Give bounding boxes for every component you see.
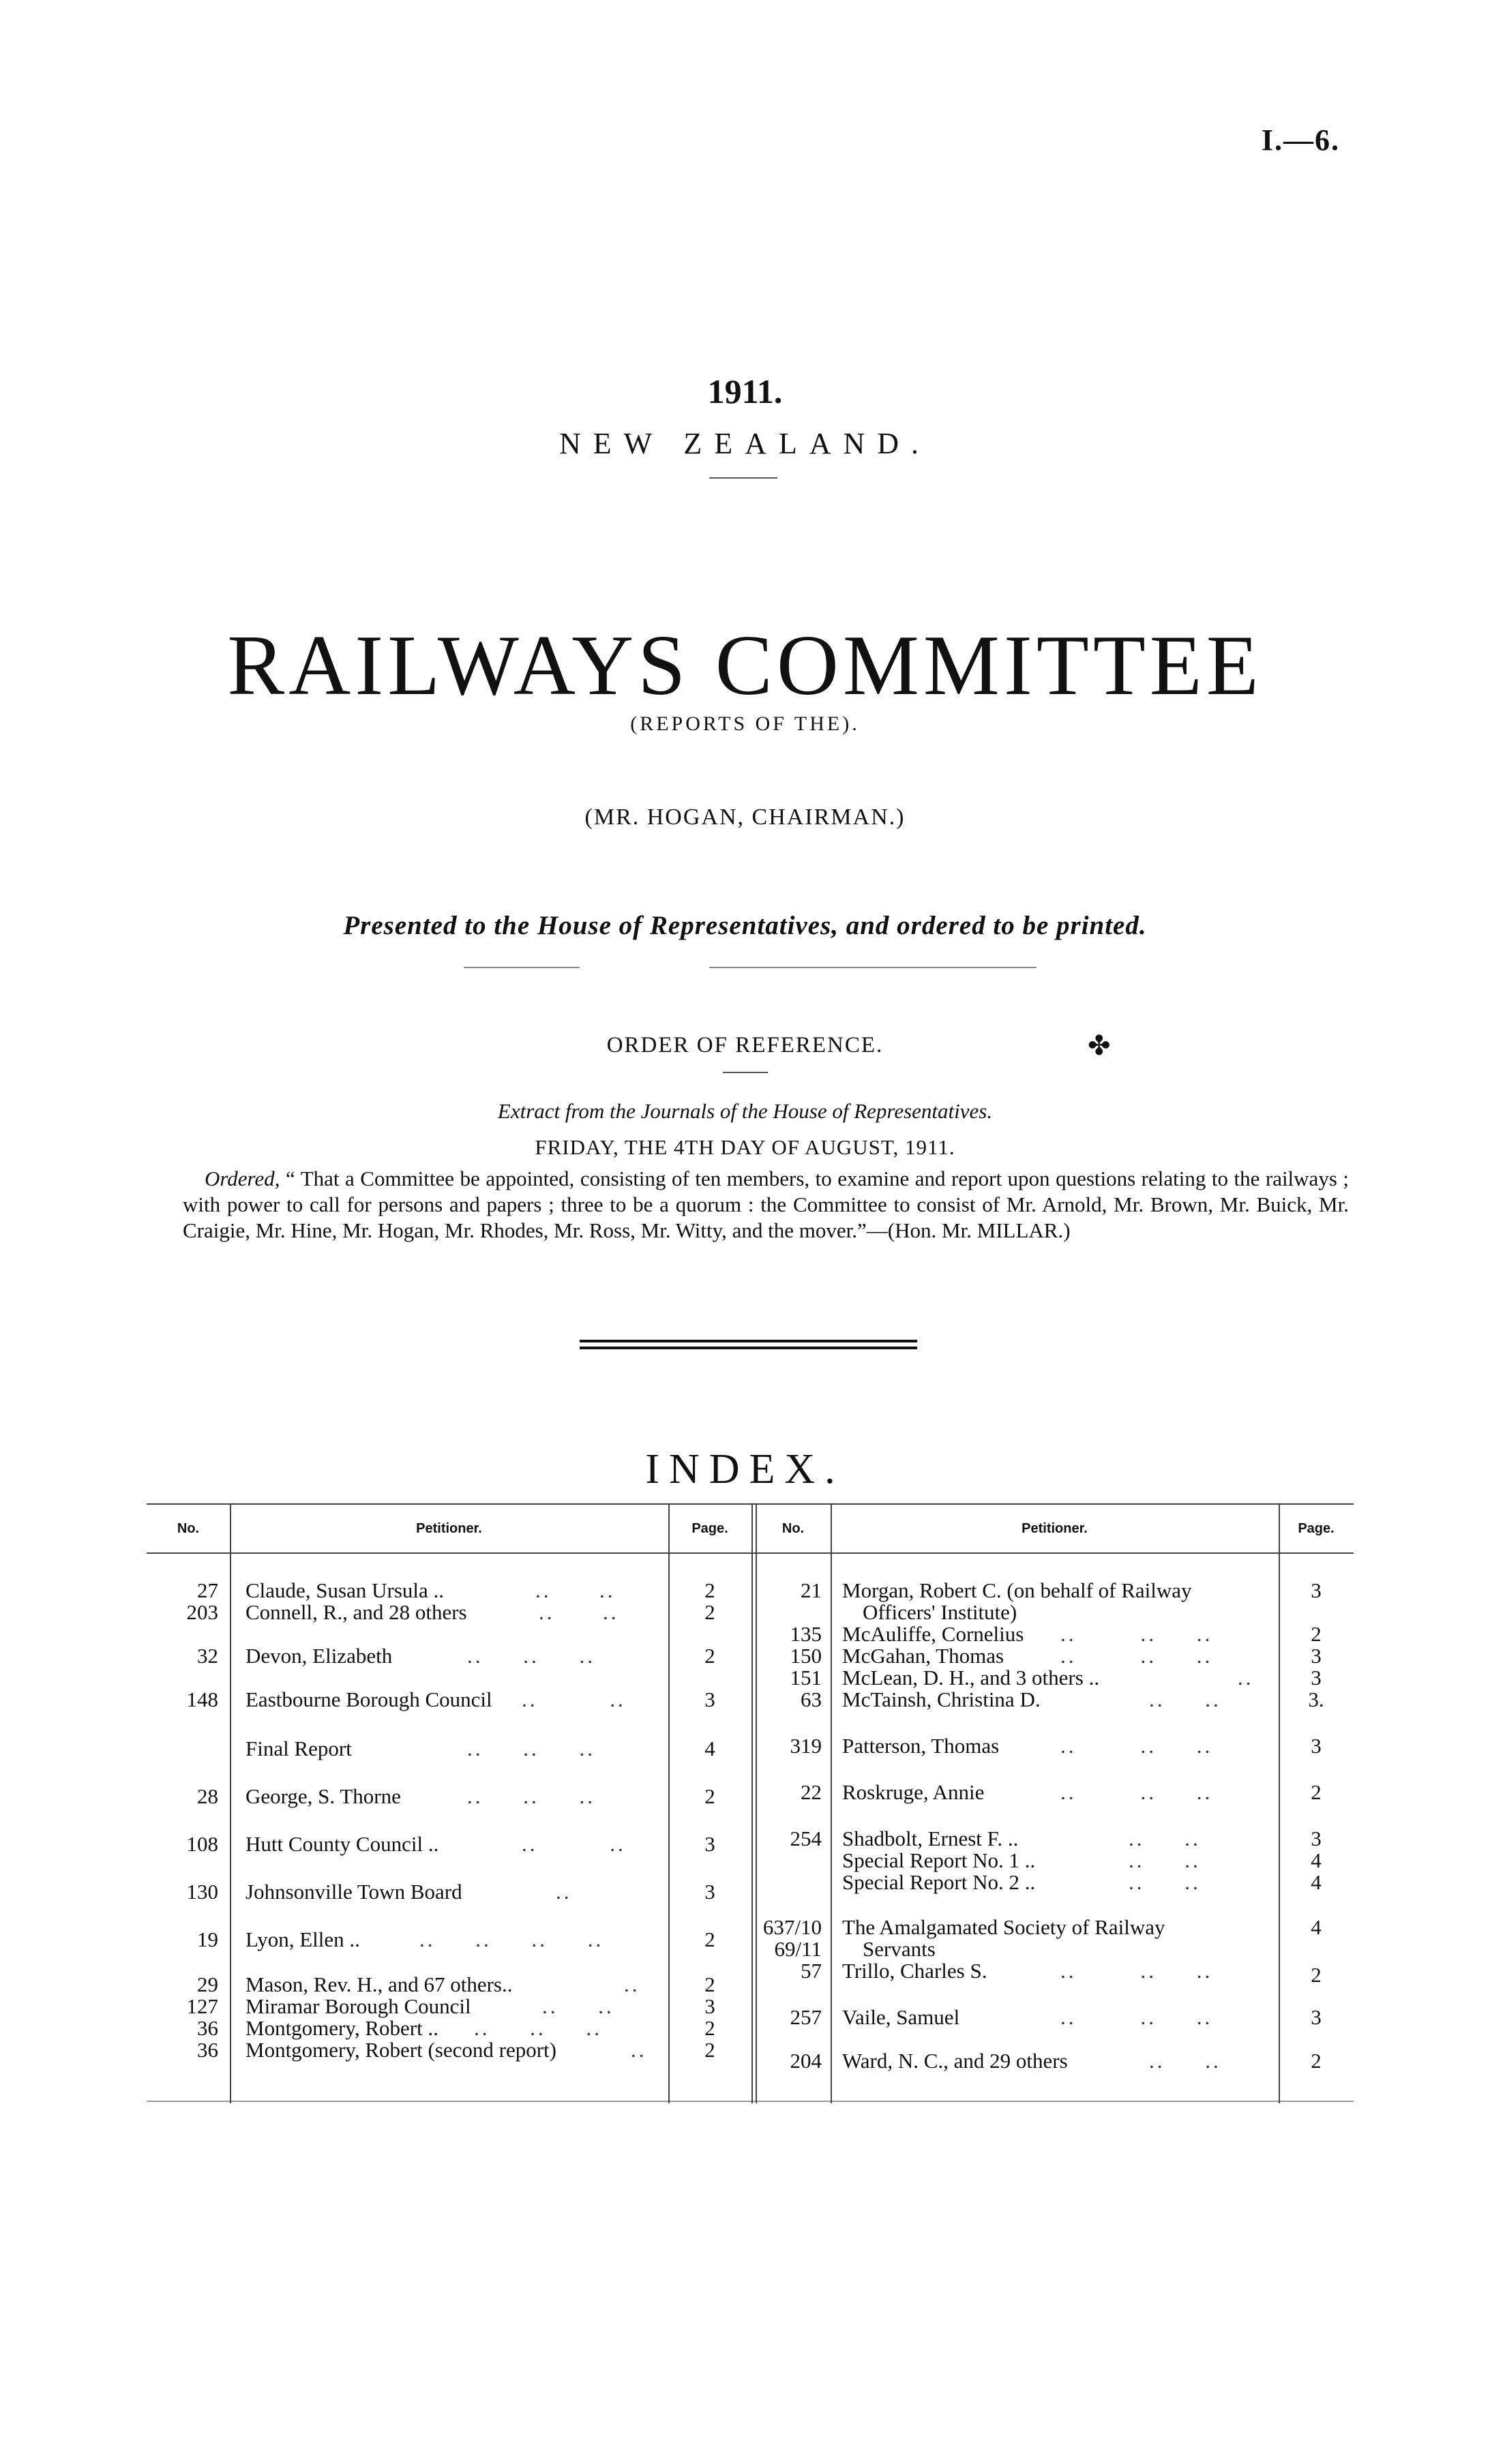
row-petitioner: Morgan, Robert C. (on behalf of Railway: [842, 1578, 1192, 1602]
leader-dots: .. .. ..: [1060, 1644, 1213, 1668]
row-no: 22: [801, 1780, 822, 1804]
row-page: 4: [1311, 1915, 1322, 1939]
leader-dots: .. ..: [542, 1994, 614, 2018]
leader-dots: ..: [1238, 1666, 1254, 1689]
leader-dots: .. .. ..: [474, 2016, 602, 2040]
row-no: 36: [197, 2016, 218, 2040]
row-petitioner: McGahan, Thomas: [842, 1644, 1004, 1668]
chairman: (MR. HOGAN, CHAIRMAN.): [584, 805, 906, 830]
order-heading: ORDER OF REFERENCE.: [606, 1033, 884, 1057]
leader-dots: .. .. ..: [467, 1737, 595, 1760]
double-rule: [580, 1347, 917, 1349]
row-petitioner: McLean, D. H., and 3 others ..: [842, 1666, 1100, 1689]
col-divider: [751, 1503, 753, 2103]
ordered-label: Ordered,: [205, 1167, 280, 1190]
row-page: 3: [1311, 2005, 1322, 2029]
row-page: 2: [704, 1927, 715, 1951]
row-page: 3: [1311, 1734, 1322, 1758]
row-page: 3: [1311, 1827, 1322, 1850]
row-no: 108: [186, 1832, 218, 1856]
leader-dots: .. ..: [522, 1687, 626, 1711]
divider: [709, 967, 1037, 968]
row-page: 2: [704, 2038, 715, 2062]
leader-dots: .. ..: [1129, 1848, 1201, 1872]
leader-dots: .. ..: [1149, 1687, 1221, 1711]
row-page: 2: [1311, 1963, 1322, 1987]
row-petitioner: Hutt County Council ..: [245, 1832, 439, 1856]
row-page: 3: [704, 1994, 715, 2018]
table-rule-header: [147, 1552, 1354, 1554]
row-page: 2: [1311, 2049, 1322, 2073]
col-divider: [668, 1503, 670, 2103]
header-petitioner: Petitioner.: [416, 1521, 482, 1536]
col-divider: [1279, 1503, 1280, 2103]
row-no: 29: [197, 1972, 218, 1996]
row-no: 32: [197, 1644, 218, 1668]
year: 1911.: [707, 372, 783, 410]
row-petitioner: Special Report No. 1 ..: [842, 1848, 1036, 1872]
row-petitioner: Eastbourne Borough Council: [245, 1687, 492, 1711]
row-no: 36: [197, 2038, 218, 2062]
row-page: 2: [704, 1972, 715, 1996]
row-petitioner: Roskruge, Annie: [842, 1780, 985, 1804]
row-no: 130: [186, 1880, 218, 1904]
document-reference: I.—6.: [1261, 123, 1340, 157]
double-rule: [580, 1340, 917, 1342]
row-page: 4: [1311, 1870, 1322, 1894]
leader-dots: .. .. ..: [1060, 1622, 1213, 1646]
row-page: 3: [704, 1880, 715, 1904]
row-petitioner: Vaile, Samuel: [842, 2005, 960, 2029]
row-page: 3: [1311, 1578, 1322, 1602]
row-petitioner: McTainsh, Christina D.: [842, 1687, 1041, 1711]
leader-dots: .. ..: [522, 1832, 626, 1856]
col-divider: [831, 1503, 832, 2103]
row-petitioner: Connell, R., and 28 others: [245, 1600, 467, 1624]
divider: [464, 967, 580, 968]
row-no: 19: [197, 1927, 218, 1951]
row-page: 3: [704, 1687, 715, 1711]
row-no: 150: [790, 1644, 822, 1668]
leader-dots: .. .. ..: [467, 1644, 595, 1668]
row-petitioner: Shadbolt, Ernest F. ..: [842, 1827, 1019, 1850]
order-body: “ That a Committee be appointed, consisting of ten members, to examine and report upon questions relating to the railways ; with power to call for persons and papers ; three to be a quorum : the Committee to consist of Mr. Arnold, Mr. Brown, Mr. Buick, Mr. Craigie, Mr. Hine, Mr. Hogan, Mr. Rhodes, Mr. Ross, Mr. Witty, and the mover.”—(Hon. Mr. MILLAR.): [183, 1167, 1350, 1242]
row-petitioner: McAuliffe, Cornelius: [842, 1622, 1024, 1646]
header-no: No.: [781, 1521, 805, 1536]
row-page: 2: [704, 2016, 715, 2040]
col-divider: [230, 1503, 231, 2103]
row-no: 148: [186, 1687, 218, 1711]
row-petitioner: Officers' Institute): [863, 1600, 1017, 1624]
row-page: 3: [1311, 1666, 1322, 1689]
row-no: 203: [186, 1600, 218, 1624]
extract-line: Extract from the Journals of the House of Representatives.: [497, 1099, 993, 1123]
table-rule-bottom: [147, 2101, 1354, 2102]
row-no: 254: [790, 1827, 822, 1850]
row-page: 4: [704, 1737, 715, 1760]
row-petitioner: George, S. Thorne: [245, 1784, 401, 1808]
row-petitioner: Trillo, Charles S.: [842, 1959, 987, 1983]
index-title: INDEX.: [645, 1446, 845, 1492]
leader-dots: ..: [556, 1880, 572, 1904]
leader-dots: .. .. .. ..: [419, 1927, 604, 1951]
row-no: 27: [197, 1578, 218, 1602]
row-no: 637/10: [762, 1915, 822, 1939]
row-petitioner: Montgomery, Robert ..: [245, 2016, 438, 2040]
subtitle: (REPORTS OF THE).: [630, 712, 860, 735]
leader-dots: .. ..: [1129, 1827, 1201, 1850]
row-no: 204: [790, 2049, 822, 2073]
row-petitioner: Montgomery, Robert (second report): [245, 2038, 556, 2062]
row-petitioner: Devon, Elizabeth: [245, 1644, 393, 1668]
row-no: 21: [801, 1578, 822, 1602]
row-no: 151: [790, 1666, 822, 1689]
table-rule-top: [147, 1503, 1354, 1505]
row-no: 28: [197, 1784, 218, 1808]
leader-dots: .. ..: [1149, 2049, 1221, 2073]
row-page: 2: [1311, 1622, 1322, 1646]
row-petitioner: The Amalgamated Society of Railway: [842, 1915, 1165, 1939]
index-table: [147, 1503, 1354, 2103]
leader-dots: .. .. ..: [467, 1784, 595, 1808]
row-page: 2: [704, 1784, 715, 1808]
page-title: RAILWAYS COMMITTEE: [227, 618, 1263, 713]
divider: [723, 1072, 768, 1073]
row-petitioner: Miramar Borough Council: [245, 1994, 471, 2018]
row-petitioner: Ward, N. C., and 29 others: [842, 2049, 1068, 2073]
leader-dots: .. .. ..: [1060, 1780, 1213, 1804]
row-petitioner: Lyon, Ellen ..: [245, 1927, 360, 1951]
row-petitioner: Special Report No. 2 ..: [842, 1870, 1036, 1894]
leader-dots: .. .. ..: [1060, 1734, 1213, 1758]
row-no: 135: [790, 1622, 822, 1646]
header-petitioner: Petitioner.: [1022, 1521, 1088, 1536]
header-page: Page.: [691, 1521, 728, 1536]
leader-dots: .. .. ..: [1060, 2005, 1213, 2029]
row-petitioner: Servants: [863, 1937, 936, 1961]
order-text: [183, 1166, 1349, 1244]
row-no: 69/11: [774, 1937, 822, 1961]
header-page: Page.: [1298, 1521, 1335, 1536]
row-petitioner: Patterson, Thomas: [842, 1734, 1000, 1758]
row-no: 127: [186, 1994, 218, 2018]
row-page: 3: [704, 1832, 715, 1856]
row-page: 3: [1311, 1644, 1322, 1668]
header-no: No.: [177, 1521, 200, 1536]
row-petitioner: Final Report: [245, 1737, 352, 1760]
leader-dots: .. .. ..: [1060, 1959, 1213, 1983]
leader-dots: ..: [624, 1972, 640, 1996]
row-no: 57: [801, 1959, 822, 1983]
row-petitioner: Johnsonville Town Board: [245, 1880, 462, 1904]
row-no: 257: [790, 2005, 822, 2029]
ink-mark-icon: ✤: [1088, 1030, 1111, 1061]
order-date: FRIDAY, THE 4TH DAY OF AUGUST, 1911.: [535, 1135, 955, 1159]
leader-dots: .. ..: [539, 1600, 619, 1624]
row-page: 2: [704, 1578, 715, 1602]
row-page: 2: [1311, 1780, 1322, 1804]
leader-dots: .. ..: [1129, 1870, 1201, 1894]
country: NEW ZEALAND.: [558, 427, 932, 460]
row-page: 4: [1311, 1848, 1322, 1872]
row-petitioner: Mason, Rev. H., and 67 others..: [245, 1972, 513, 1996]
row-no: 319: [790, 1734, 822, 1758]
presented-line: Presented to the House of Representatives, and ordered to be printed.: [343, 911, 1147, 940]
row-no: 63: [801, 1687, 822, 1711]
row-page: 2: [704, 1644, 715, 1668]
leader-dots: .. ..: [535, 1578, 616, 1602]
row-page: 3.: [1308, 1687, 1324, 1711]
leader-dots: ..: [631, 2038, 647, 2062]
row-petitioner: Claude, Susan Ursula ..: [245, 1578, 445, 1602]
divider: [709, 477, 777, 479]
row-page: 2: [704, 1600, 715, 1624]
